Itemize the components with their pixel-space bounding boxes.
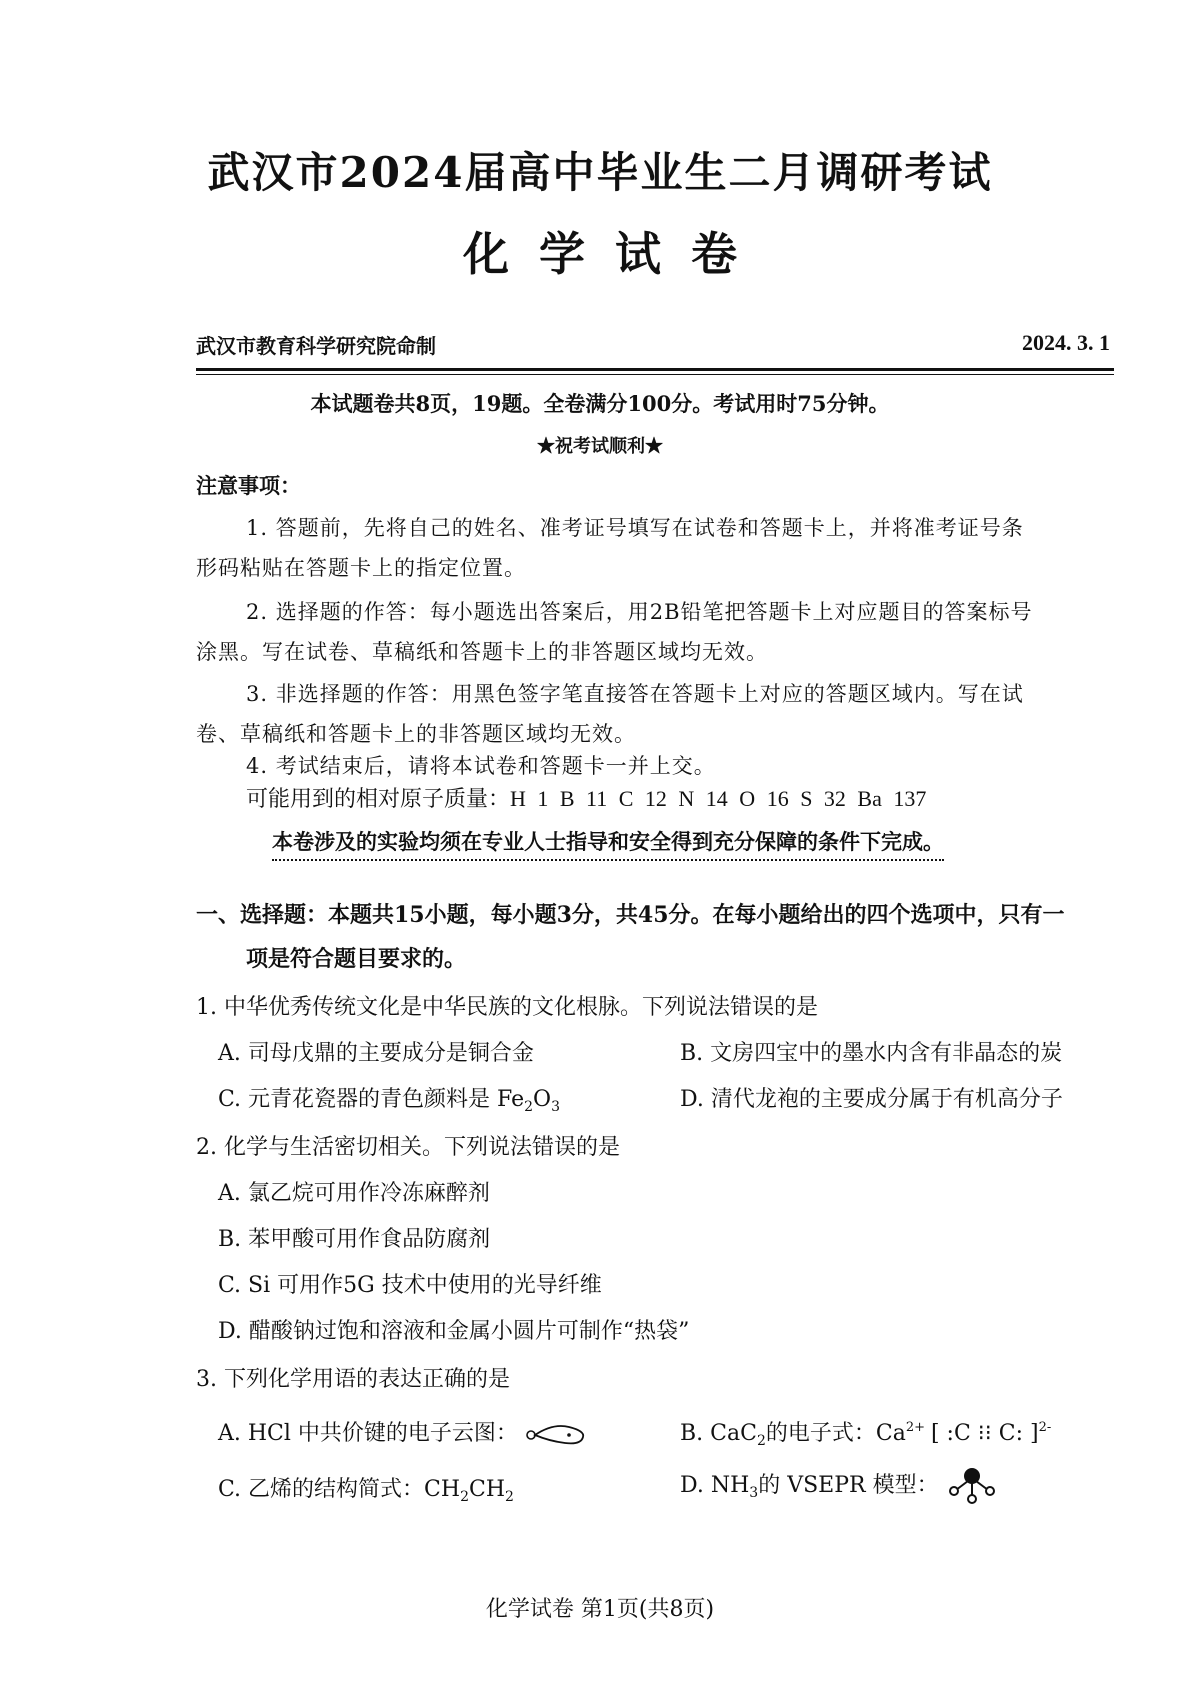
electron-cloud-drawing bbox=[525, 1419, 589, 1449]
good-luck-line: ★祝考试顺利★ bbox=[537, 436, 663, 457]
exam-title: 武汉市2024届高中毕业生二月调研考试 bbox=[207, 148, 993, 197]
question-3-option-a bbox=[218, 1416, 589, 1449]
q3d-text: D. NH bbox=[680, 1473, 750, 1498]
page-footer: 化学试卷 第1页(共8页) bbox=[485, 1597, 715, 1622]
question-2-option-b: B. 苯甲酸可用作食品防腐剂 bbox=[218, 1227, 491, 1252]
header-rule bbox=[196, 368, 1114, 371]
q1c-sub2: 3 bbox=[551, 1099, 561, 1115]
vsepr-model-drawing bbox=[946, 1466, 998, 1506]
q3d-mid: 的 VSEPR 模型： bbox=[758, 1473, 939, 1498]
q3a-text: A. HCl 中共价键的电子云图： bbox=[218, 1421, 518, 1446]
note-1: 1. 答题前，先将自己的姓名、准考证号填写在试卷和答题卡上，并将准考证号条 bbox=[246, 516, 1024, 540]
question-1-option-c bbox=[218, 1082, 560, 1113]
safety-notice: 本卷涉及的实验均须在专业人士指导和安全得到充分保障的条件下完成。 bbox=[272, 826, 944, 861]
question-1-stem: 1. 中华优秀传统文化是中华民族的文化根脉。下列说法错误的是 bbox=[196, 995, 818, 1020]
section-heading: 一、选择题：本题共15小题，每小题3分，共45分。在每小题给出的四个选项中，只有一 bbox=[196, 902, 1065, 928]
question-3-option-c bbox=[218, 1472, 514, 1503]
q3b-sup2: 2- bbox=[1038, 1420, 1052, 1435]
q3c-text: C. 乙烯的结构简式：CH bbox=[218, 1477, 461, 1502]
q1c-mid: O bbox=[533, 1087, 552, 1112]
q3d-sub: 3 bbox=[749, 1485, 759, 1501]
question-3-option-b bbox=[680, 1416, 1051, 1447]
q3b-formula: [ :C ⁝⁝ C: ] bbox=[930, 1421, 1039, 1446]
question-2-option-c: C. Si 可用作5G 技术中使用的光导纤维 bbox=[218, 1273, 602, 1298]
note-1-cont: 形码粘贴在答题卡上的指定位置。 bbox=[196, 556, 526, 580]
section-heading-cont: 项是符合题目要求的。 bbox=[246, 946, 467, 972]
question-2-stem: 2. 化学与生活密切相关。下列说法错误的是 bbox=[196, 1135, 620, 1160]
publisher: 武汉市教育科学研究院命制 bbox=[196, 334, 436, 358]
q3b-mid: 的电子式：Ca bbox=[765, 1421, 906, 1446]
note-2: 2. 选择题的作答：每小题选出答案后，用2B铅笔把答题卡上对应题目的答案标号 bbox=[246, 600, 1033, 624]
exam-info: 本试题卷共8页，19题。全卷满分100分。考试用时75分钟。 bbox=[310, 391, 890, 416]
q3c-sub1: 2 bbox=[460, 1489, 469, 1505]
q3c-sub2: 2 bbox=[505, 1489, 514, 1505]
note-3: 3. 非选择题的作答：用黑色签字笔直接答在答题卡上对应的答题区域内。写在试 bbox=[246, 682, 1024, 706]
atomic-masses: 可能用到的相对原子质量：H 1 B 11 C 12 N 14 O 16 S 32 Ba 137 bbox=[246, 786, 927, 811]
question-1-option-b: B. 文房四宝中的墨水内含有非晶态的炭 bbox=[680, 1041, 1063, 1066]
note-4: 4. 考试结束后，请将本试卷和答题卡一并上交。 bbox=[246, 754, 716, 778]
q3b-sup: 2+ bbox=[905, 1420, 925, 1435]
note-3-cont: 卷、草稿纸和答题卡上的非答题区域均无效。 bbox=[196, 722, 636, 746]
q3b-sub: 2 bbox=[756, 1433, 766, 1449]
question-3-option-d bbox=[680, 1466, 998, 1506]
question-2-option-d: D. 醋酸钠过饱和溶液和金属小圆片可制作“热袋” bbox=[218, 1319, 690, 1344]
exam-date: 2024. 3. 1 bbox=[1022, 330, 1110, 355]
question-3-stem: 3. 下列化学用语的表达正确的是 bbox=[196, 1367, 510, 1392]
question-2-option-a: A. 氯乙烷可用作冷冻麻醉剂 bbox=[218, 1181, 490, 1206]
notes-title: 注意事项： bbox=[196, 473, 301, 498]
header-rule-thin bbox=[196, 374, 1114, 375]
q3c-mid: CH bbox=[468, 1477, 506, 1502]
q3b-text: B. CaC bbox=[680, 1421, 757, 1446]
exam-subtitle: 化学试卷 bbox=[463, 227, 767, 281]
note-2-cont: 涂黑。写在试卷、草稿纸和答题卡上的非答题区域均无效。 bbox=[196, 640, 768, 664]
q1c-sub1: 2 bbox=[524, 1099, 534, 1115]
question-1-option-a: A. 司母戊鼎的主要成分是铜合金 bbox=[218, 1041, 534, 1066]
question-1-option-d: D. 清代龙袍的主要成分属于有机高分子 bbox=[680, 1087, 1063, 1112]
q1c-text: C. 元青花瓷器的青色颜料是 Fe bbox=[218, 1087, 525, 1112]
